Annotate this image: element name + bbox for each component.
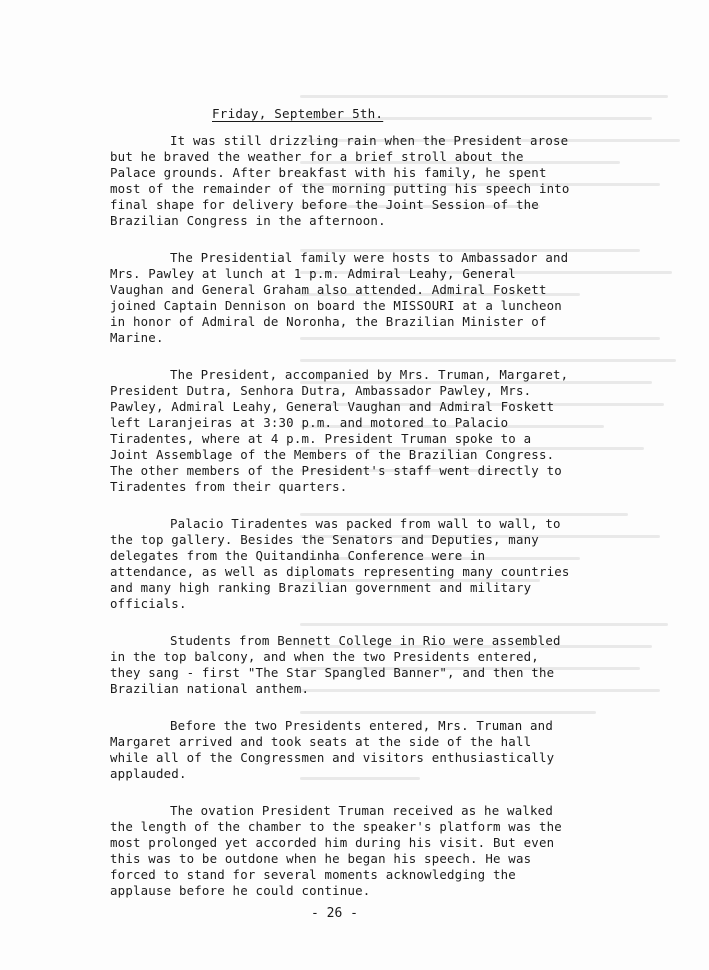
- page-number: - 26 -: [311, 906, 358, 921]
- page-heading: Friday, September 5th.: [212, 106, 384, 121]
- paragraph: Before the two Presidents entered, Mrs. Truman and Margaret arrived and took seats at the side of the hall while all of the Congressmen and visitors enthusiastically applauded.: [110, 718, 555, 781]
- paragraph: Palacio Tiradentes was packed from wall to wall, to the top gallery. Besides the Senators and Deputies, many delegates from the Quitandinha Conference were in attendance, as well as diplomats representing many countries and many high ranking Brazilian government and military officials.: [110, 516, 570, 611]
- paragraph: Students from Bennett College in Rio were assembled in the top balcony, and when the two Presidents entered, they sang - first "The Star Spangled Banner", and then the Brazilian national anthem.: [110, 633, 561, 696]
- paragraph: The ovation President Truman received as he walked the length of the chamber to the speaker's platform was the most prolonged yet accorded him during his visit. But even this was to be outdone when he began his speech. He was forced to stand for several moments acknowledging the applause before he could continue.: [110, 803, 562, 898]
- paragraph: The Presidential family were hosts to Ambassador and Mrs. Pawley at lunch at 1 p.m. Admiral Leahy, General Vaughan and General Graham also attended. Admiral Foskett joined Captain Dennison on board the MISSOURI at a luncheon in honor of Admiral de Noronha, the Brazilian Minister of Marine.: [110, 250, 569, 345]
- paragraph: The President, accompanied by Mrs. Truman, Margaret, President Dutra, Senhora Dutra, Ambassador Pawley, Mrs. Pawley, Admiral Leahy, General Vaughan and Admiral Foskett left Laranjeiras at 3:30 p.m. and motored to Palacio Tiradentes, where at 4 p.m. President Truman spoke to a Joint Assemblage of the Members of the Brazilian Congress. The other members of the President's staff went directly to Tiradentes from their quarters.: [110, 367, 569, 494]
- document-body: [110, 106, 570, 920]
- paragraph: It was still drizzling rain when the President arose but he braved the weather for a brief stroll about the Palace grounds. After breakfast with his family, he spent most of the remainder of the morning putting his speech into final shape for delivery before the Joint Session of the Brazilian Congress in the afternoon.: [110, 133, 570, 228]
